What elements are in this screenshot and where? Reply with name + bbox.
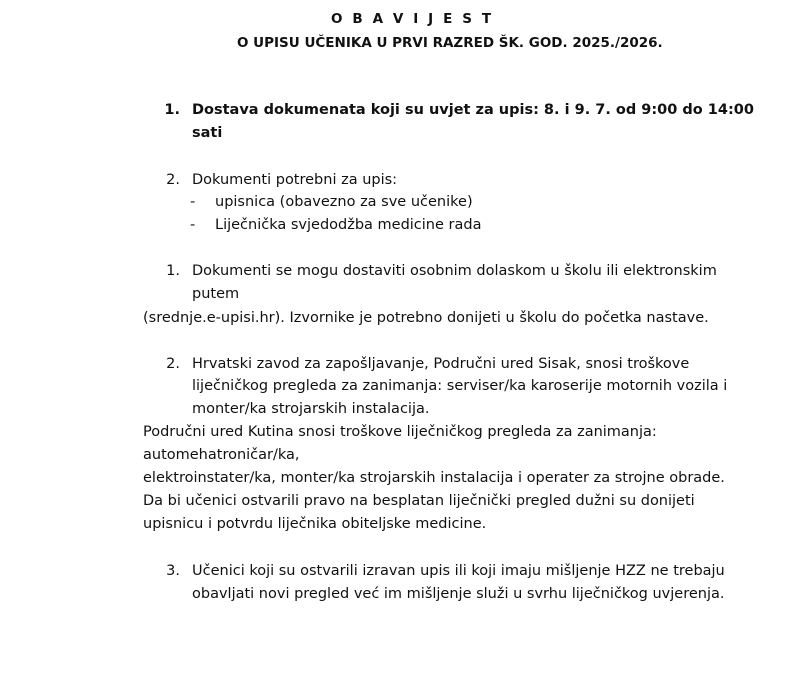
bullet-item: upisnica (obavezno za sve učenike) (215, 194, 473, 210)
item-5-line-2: obavljati novi pregled već im mišljenje služi u svrhu liječničkog uvjerenja. (192, 586, 725, 602)
paragraph-line-5: upisnicu i potvrdu liječnika obiteljske medicine. (143, 516, 487, 532)
item-3-number: 1. (166, 263, 180, 279)
item-2-number: 2. (166, 172, 180, 188)
paragraph-line-1: Područni ured Kutina snosi troškove liječničkog pregleda za zanimanja: (143, 424, 657, 440)
item-1-line-2: sati (192, 125, 223, 141)
item-4-number: 2. (166, 356, 180, 372)
paragraph-line-3: elektroinstater/ka, monter/ka strojarskih instalacija i operater za strojne obrade. (143, 470, 725, 486)
bullet-dash: - (190, 194, 196, 210)
bullet-dash: - (190, 217, 196, 233)
item-5-line-1: Učenici koji su ostvarili izravan upis ili koji imaju mišljenje HZZ ne trebaju (192, 563, 725, 579)
item-3-line-3: (srednje.e-upisi.hr). Izvornike je potrebno donijeti u školu do početka nastave. (143, 310, 709, 326)
document-title: O B A V I J E S T (331, 11, 494, 27)
document-subtitle: O UPISU UČENIKA U PRVI RAZRED ŠK. GOD. 2025./2026. (237, 35, 663, 51)
item-3-line-2: putem (192, 286, 240, 302)
item-1-number: 1. (164, 102, 180, 118)
item-1-line-1: Dostava dokumenata koji su uvjet za upis: 8. i 9. 7. od 9:00 do 14:00 (192, 102, 754, 118)
item-5-number: 3. (166, 563, 180, 579)
paragraph-line-2: automehatroničar/ka, (143, 447, 300, 463)
bullet-item: Liječnička svjedodžba medicine rada (215, 217, 482, 233)
item-4-line-3: monter/ka strojarskih instalacija. (192, 401, 430, 417)
item-4-line-2: liječničkog pregleda za zanimanja: serviser/ka karoserije motornih vozila i (192, 378, 728, 394)
item-3-line-1: Dokumenti se mogu dostaviti osobnim dolaskom u školu ili elektronskim (192, 263, 717, 279)
paragraph-line-4: Da bi učenici ostvarili pravo na besplatan liječnički pregled dužni su donijeti (143, 493, 695, 509)
item-4-line-1: Hrvatski zavod za zapošljavanje, Područni ured Sisak, snosi troškove (192, 356, 690, 372)
item-2-text: Dokumenti potrebni za upis: (192, 172, 398, 188)
